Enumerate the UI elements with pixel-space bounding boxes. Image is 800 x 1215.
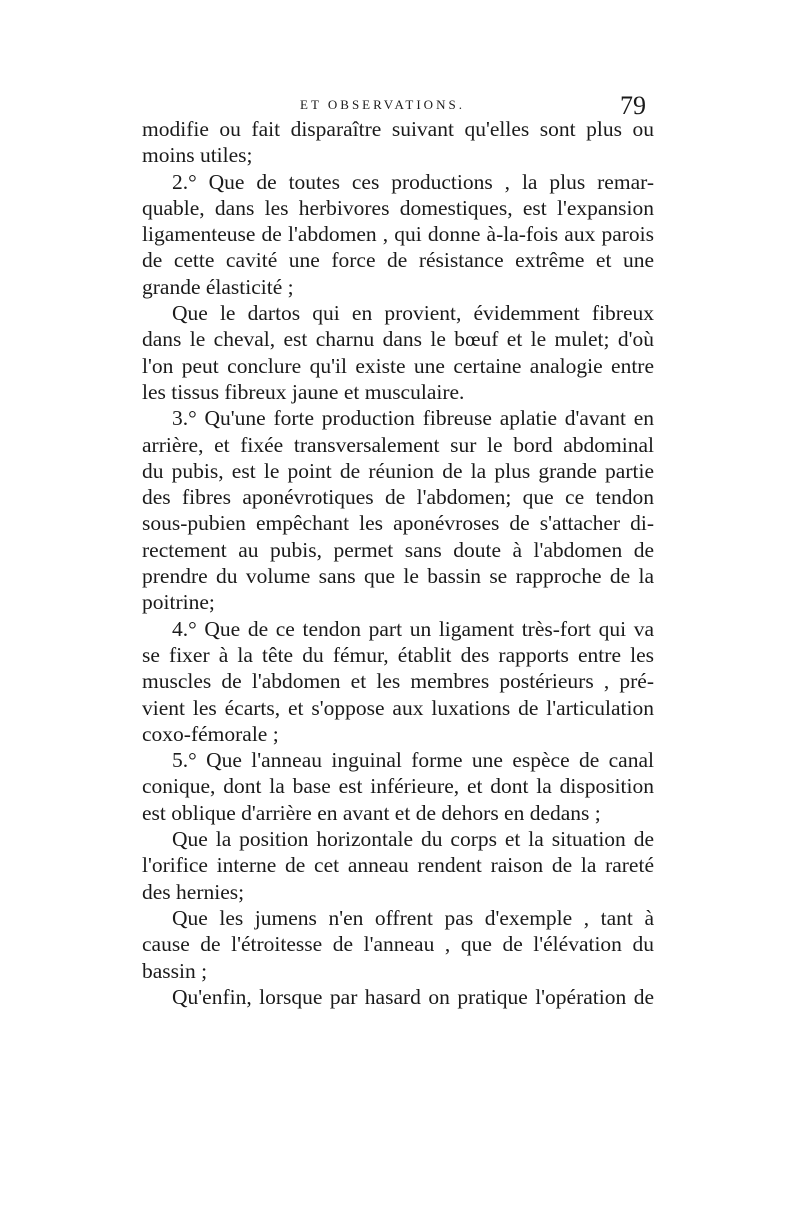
text-line: rectement au pubis, permet sans doute à l'abdomen de bbox=[142, 537, 654, 562]
running-head: ET OBSERVATIONS. bbox=[300, 97, 465, 112]
text-line: Qu'enfin, lorsque par hasard on pratique l'opération de bbox=[172, 984, 654, 1009]
text-line: conique, dont la base est inférieure, et dont la disposition bbox=[142, 774, 654, 799]
text-line: du pubis, est le point de réunion de la plus grande partie bbox=[142, 458, 654, 483]
text-line: ligamenteuse de l'abdomen , qui donne à-la-fois aux parois bbox=[142, 222, 654, 247]
text-line: 2.° Que de toutes ces productions , la plus remar- bbox=[172, 169, 654, 194]
body-text bbox=[142, 116, 654, 1010]
text-line: muscles de l'abdomen et les membres postérieurs , pré- bbox=[142, 669, 654, 694]
text-line: des fibres aponévrotiques de l'abdomen; que ce tendon bbox=[142, 485, 654, 510]
text-line: coxo-fémorale ; bbox=[142, 721, 279, 746]
text-line: 3.° Qu'une forte production fibreuse aplatie d'avant en bbox=[172, 406, 654, 431]
text-line: l'on peut conclure qu'il existe une certaine analogie entre bbox=[142, 353, 654, 378]
text-line: Que la position horizontale du corps et la situation de bbox=[172, 827, 654, 852]
text-line: dans le cheval, est charnu dans le bœuf et le mulet; d'où bbox=[142, 327, 654, 352]
text-line: poitrine; bbox=[142, 590, 215, 615]
text-line: Que les jumens n'en offrent pas d'exemple , tant à bbox=[172, 905, 654, 930]
text-line: arrière, et fixée transversalement sur le bord abdominal bbox=[142, 432, 654, 457]
text-line: moins utiles; bbox=[142, 143, 253, 168]
text-line: cause de l'étroitesse de l'anneau , que de l'élévation du bbox=[142, 932, 654, 957]
text-line: les tissus fibreux jaune et musculaire. bbox=[142, 379, 465, 404]
text-line: des hernies; bbox=[142, 879, 245, 904]
text-line: bassin ; bbox=[142, 958, 208, 983]
text-line: grande élasticité ; bbox=[142, 274, 294, 299]
text-line: vient les écarts, et s'oppose aux luxations de l'articulation bbox=[142, 695, 654, 720]
text-line: prendre du volume sans que le bassin se rapproche de la bbox=[142, 564, 654, 589]
page-number: 79 bbox=[620, 91, 646, 120]
text-line: Que le dartos qui en provient, évidemment fibreux bbox=[172, 301, 654, 326]
text-line: l'orifice interne de cet anneau rendent raison de la rareté bbox=[142, 853, 654, 878]
text-line: sous-pubien empêchant les aponévroses de s'attacher di- bbox=[142, 511, 654, 536]
text-line: modifie ou fait disparaître suivant qu'elles sont plus ou bbox=[142, 117, 654, 141]
text-line: de cette cavité une force de résistance extrême et une bbox=[142, 248, 654, 273]
text-line: est oblique d'arrière en avant et de dehors en dedans ; bbox=[142, 800, 601, 825]
text-line: quable, dans les herbivores domestiques, est l'expansion bbox=[142, 195, 654, 220]
text-line: 4.° Que de ce tendon part un ligament très-fort qui va bbox=[172, 616, 654, 641]
text-line: se fixer à la tête du fémur, établit des rapports entre les bbox=[142, 642, 654, 667]
text-line: 5.° Que l'anneau inguinal forme une espèce de canal bbox=[172, 748, 654, 773]
